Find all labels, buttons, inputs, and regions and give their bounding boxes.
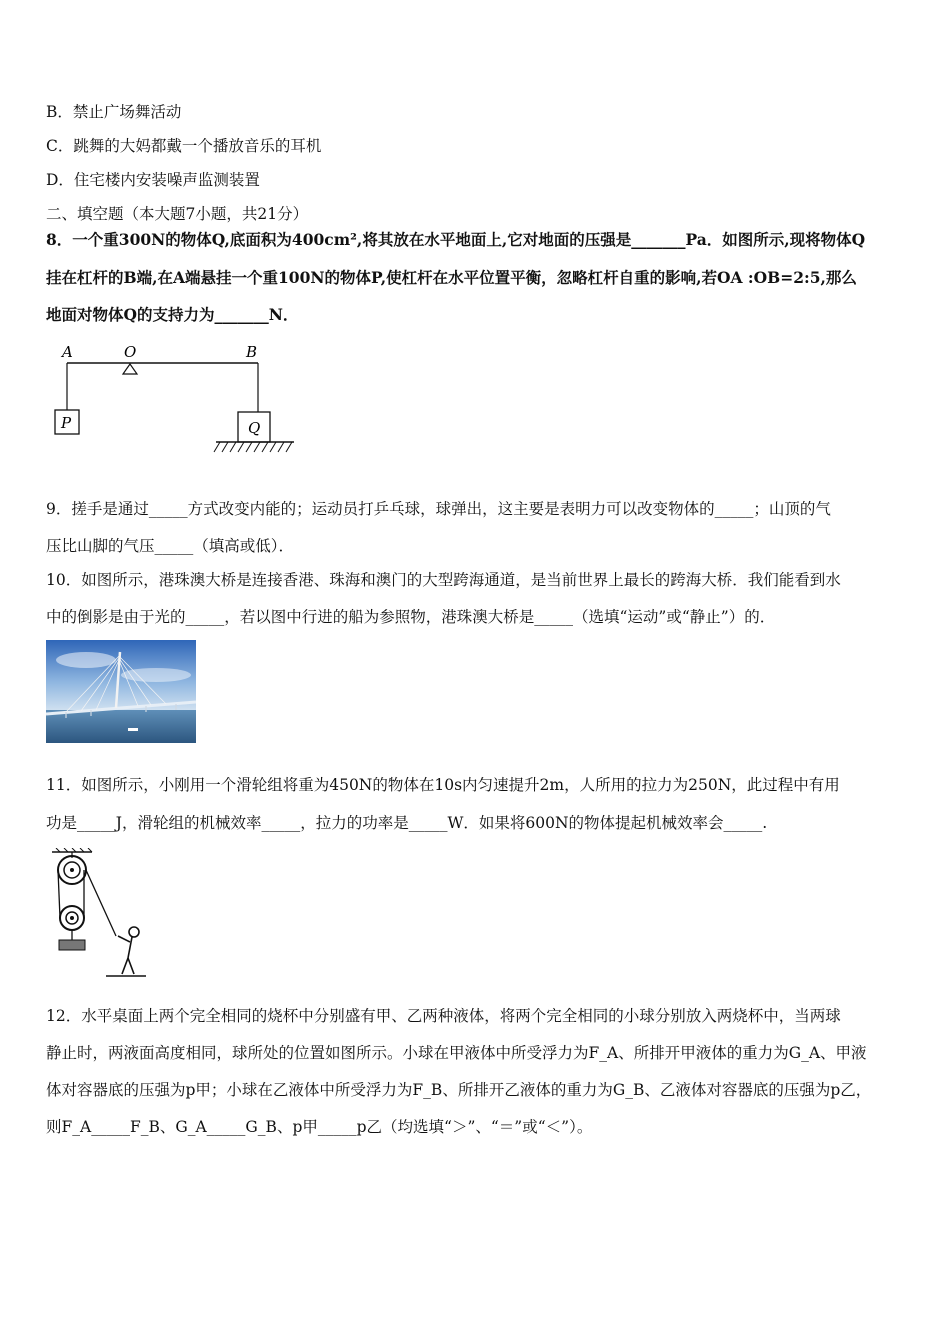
q9-line1: 9．搓手是通过_____方式改变内能的；运动员打乒乓球，球弹出，这主要是表明力可以改变物体的_____；山顶的气 bbox=[46, 500, 831, 518]
label-p: P bbox=[61, 414, 72, 432]
label-a: A bbox=[62, 343, 73, 361]
label-b: B bbox=[246, 343, 258, 361]
q10-line2: 中的倒影是由于光的_____，若以图中行进的船为参照物，港珠澳大桥是_____（选填“运动”或“静止”）的． bbox=[46, 608, 776, 626]
pulley-figure bbox=[46, 848, 156, 983]
option-d: D．住宅楼内安装噪声监测装置 bbox=[46, 171, 260, 189]
lever-figure bbox=[48, 340, 308, 465]
fulcrum-icon bbox=[123, 364, 137, 374]
section-title: 二、填空题（本大题7小题，共21分） bbox=[46, 205, 309, 223]
label-q: Q bbox=[248, 419, 261, 437]
q12-line4: 则F_A_____F_B、G_A_____G_B、p甲_____p乙（均选填“＞”、“＝”或“＜”）。 bbox=[46, 1118, 593, 1136]
ceiling-hatch bbox=[52, 848, 92, 852]
q12-line1: 12．水平桌面上两个完全相同的烧杯中分别盛有甲、乙两种液体，将两个完全相同的小球分别放入两烧杯中，当两球 bbox=[46, 1007, 841, 1025]
q8-line3: 地面对物体Q的支持力为_______N． bbox=[46, 305, 299, 324]
label-o: O bbox=[124, 343, 137, 361]
load-block bbox=[59, 940, 85, 950]
ground-hatch bbox=[214, 442, 292, 452]
q8-line2: 挂在杠杆的B端,在A端悬挂一个重100N的物体P,使杠杆在水平位置平衡，忽略杠杆自重的影响,若OA :OB=2:5,那么 bbox=[46, 268, 857, 287]
option-b: B．禁止广场舞活动 bbox=[46, 103, 182, 121]
q12-line2: 静止时，两液面高度相同，球所处的位置如图所示。小球在甲液体中所受浮力为F_A、所排开甲液体的重力为G_A、甲液 bbox=[46, 1044, 867, 1062]
q11-line2: 功是_____J，滑轮组的机械效率_____，拉力的功率是_____W．如果将600N的物体提起机械效率会_____. bbox=[46, 814, 768, 832]
option-c: C．跳舞的大妈都戴一个播放音乐的耳机 bbox=[46, 137, 322, 155]
person-icon bbox=[118, 927, 139, 974]
q11-line1: 11．如图所示，小刚用一个滑轮组将重为450N的物体在10s内匀速提升2m，人所用的拉力为250N，此过程中有用 bbox=[46, 776, 840, 794]
q9-line2: 压比山脚的气压_____（填高或低）． bbox=[46, 537, 295, 555]
sea bbox=[46, 710, 196, 743]
boat bbox=[128, 728, 138, 731]
q10-line1: 10．如图所示，港珠澳大桥是连接香港、珠海和澳门的大型跨海通道，是当前世界上最长的跨海大桥．我们能看到水 bbox=[46, 571, 841, 589]
bridge-photo bbox=[46, 640, 196, 743]
q12-line3: 体对容器底的压强为p甲；小球在乙液体中所受浮力为F_B、所排开乙液体的重力为G_B、乙液体对容器底的压强为p乙， bbox=[46, 1081, 872, 1099]
q8-line1: 8．一个重300N的物体Q,底面积为400cm²,将其放在水平地面上,它对地面的压强是_______Pa．如图所示,现将物体Q bbox=[46, 230, 866, 249]
